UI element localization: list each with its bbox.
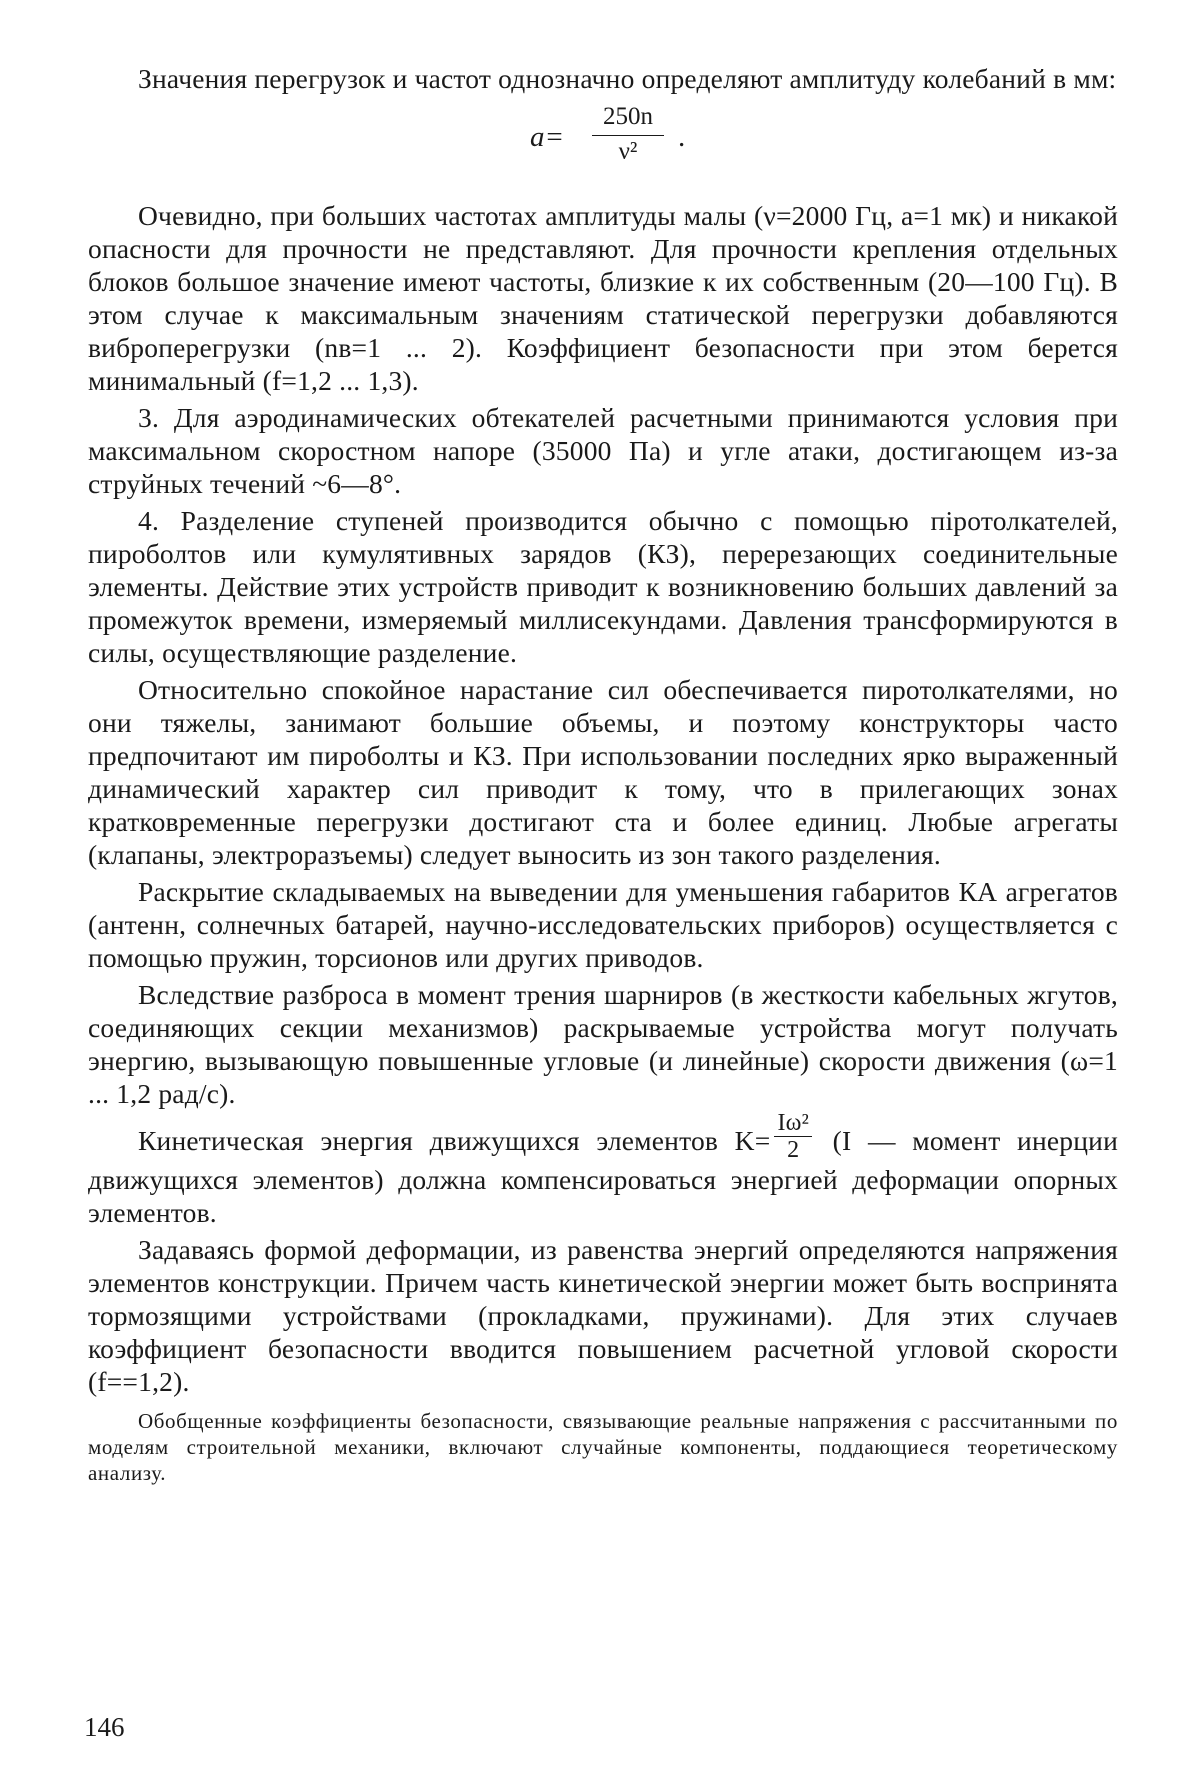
paragraph-high-frequency: Очевидно, при больших частотах амплитуды малы (ν=2000 Гц, a=1 мк) и никакой опасности для прочности не представляют. Для прочности крепления отдельных блоков большое значение имеют частоты, близкие к их собственным (20—100 Гц). В этом случае к максимальным значениям статической перегрузки добавляются виброперегрузки (nв=1 ... 2). Коэффициент безопасности при этом берется минимальный (f=1,2 ... 1,3). xyxy=(88,200,1118,396)
paragraph-deformation: Задаваясь формой деформации, из равенства энергий определяются напряжения элементов конструкции. Причем часть кинетической энергии может быть воспринята тормозящими устройствами (прокладками, пружинами). Для этих случаев коэффициент безопасности вводится повышением расчетной угловой скорости (f==1,2). xyxy=(88,1234,1118,1398)
formula-fraction xyxy=(588,103,668,170)
kinetic-text-after: (I — момент инерции движущихся элементов) должна компенсироваться энергией деформации опорных элементов. xyxy=(88,1125,1118,1229)
text-column xyxy=(88,62,1118,1486)
footnote: Обобщенные коэффициенты безопасности, связывающие реальные напряжения с рассчитанными по моделям строительной механики, включают случайные компоненты, поддающиеся теоретическому анализу. xyxy=(88,1409,1118,1486)
paragraph-aerodynamic-fairings: 3. Для аэродинамических обтекателей расчетными принимаются условия при максимальном скоростном напоре (35000 Па) и угле атаки, достигающем из-за струйных течений ~6—8°. xyxy=(88,402,1118,499)
kinetic-formula-fraction xyxy=(774,1110,812,1163)
kinetic-numerator: Iω² xyxy=(774,1110,812,1137)
formula-denominator: ν² xyxy=(618,138,638,165)
paragraph-stage-separation: 4. Разделение ступеней производится обычно с помощью піротолкателей, пироболтов или кумулятивных зарядов (КЗ), перерезающих соединительные элементы. Действие этих устройств приводит к возникновению больших давлений за промежуток времени, измеряемый миллисекундами. Давления трансформируются в силы, осуществляющие разделение. xyxy=(88,505,1118,668)
formula-period: . xyxy=(678,121,686,153)
paragraph-kinetic-energy xyxy=(88,1110,1118,1229)
formula-numerator: 250n xyxy=(603,103,653,130)
paragraph-force-growth: Относительно спокойное нарастание сил обеспечивается пиротолкателями, но они тяжелы, занимают большие объемы, и поэтому конструкторы часто предпочитают им пироболты и КЗ. При использовании последних ярко выраженный динамический характер сил приводит к тому, что в прилегающих зонах кратковременные перегрузки достигают ста и более единиц. Любые агрегаты (клапаны, электроразъемы) следует выносить из зон такого разделения. xyxy=(88,674,1118,870)
paragraph-amplitude-intro: Значения перегрузок и частот однозначно определяют амплитуду колебаний в мм: xyxy=(138,63,1117,94)
kinetic-denominator: 2 xyxy=(787,1137,800,1164)
paragraph-deployment: Раскрытие складываемых на выведении для уменьшения габаритов КА агрегатов (антенн, солнечных батарей, научно-исследовательских приборов) осуществляется с помощью пружин, торсионов или других приводов. xyxy=(88,876,1118,973)
paragraph-hinge-friction: Вследствие разброса в момент трения шарниров (в жесткости кабельных жгутов, соединяющих секции механизмов) раскрываемые устройства могут получать энергию, вызывающую повышенные угловые (и линейные) скорости движения (ω=1 ... 1,2 рад/с). xyxy=(88,979,1118,1109)
amplitude-formula xyxy=(88,99,1118,181)
kinetic-text-before: Кинетическая энергия движущихся элементов K= xyxy=(138,1125,771,1156)
formula-lhs: a= xyxy=(530,121,565,153)
page-number: 146 xyxy=(84,1712,125,1742)
